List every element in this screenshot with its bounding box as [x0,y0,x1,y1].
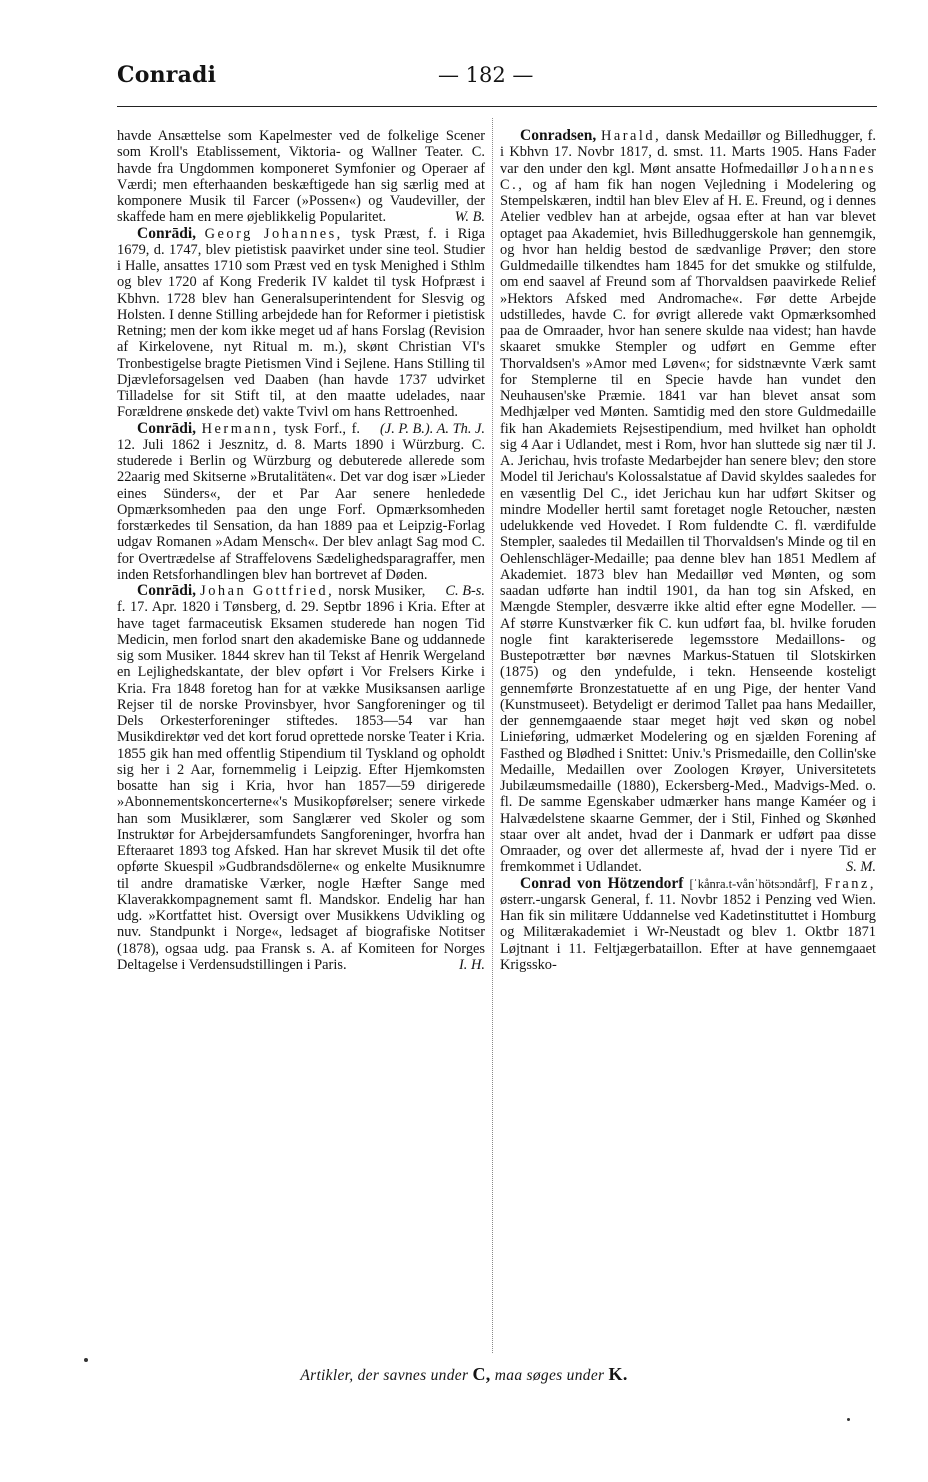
entry-conradsen-harald [500,128,876,876]
entry-pronunciation: [ˈkånra.t-vånˈhötsɔndårf], [689,876,819,891]
entry-given-name: Franz, [824,875,876,892]
entry-signature: S. M. [846,859,876,876]
footer-note [0,1364,928,1385]
entry-conradi-johan [117,583,485,973]
footer-letter-c: C, [472,1364,491,1384]
entry-headword: Conrad von Hötzendorf [520,874,684,892]
entry-text: østerr.-ungarsk General, f. 11. Novbr 1852 i Penzing ved Wien. Han fik sin militære Uddannelse ved Kadetinstituttet i Homburg og Militærakademiet i Wr-Neustadt og blev 1. Oktbr 1871 Løjtnant i 11. Feltjægerbataillon. Efter at have gennemgaaet Krigssko- [500,891,876,973]
entry-text: havde Ansættelse som Kapelmester ved de folkelige Scener som Kroll's Etablissement, Viktoria- og Wallner Teater. C. havde fra Ungdommen komponeret Symfonier og Operaer af Værdi; men efterhaanden beskæftigede han sig særlig med at komponere Musik til Farcer (»Possen«) og Vaudeviller, der skaffede ham en mere øjeblikkelig Popularitet. [117,128,485,226]
entry-given-name: Hermann, [201,420,279,437]
entry-continuation [117,128,485,226]
footer-text: maa søges under [494,1367,605,1384]
entry-signature: C. B-s. [445,583,485,599]
right-column [500,128,876,973]
entry-text: dansk Medaillør og Billedhugger, f. i Kbhvn 17. Novbr 1817, d. smst. 11. Marts 1905. Hans Fader var den under den kgl. Mønt ansatte Hofmedaillør [500,128,876,177]
entry-given-name: Johan Gottfried, [200,583,335,599]
entry-signature: I. H. [459,956,485,973]
entry-father-name: Johannes C., [500,160,876,193]
header-rule [117,106,877,107]
entry-text: og af ham fik han nogen Vejledning i Modelering og Stempelskæren, indtil han blev Elev af H. E. Freund, og i dennes Atelier vedblev han at arbejde, ogsaa efter at han var blevet optaget paa Akademiet, hvis Billedhuggerskole han gennemgik, og hvor han heldig bestod de sædvanlige Prøver; den store Guldmedaille tilkendtes ham 1845 for det smukke og stilfulde, om end saavel af Freund som af Thorvaldsen paavirkede Relief »Hektors Afsked med Andromache«. Før dette Arbejde udstilledes, havde C. for øvrigt allerede vakt Opmærksomhed paa de Omraader, hvor han senere skulde naa videst; han havde skaaret smukke Stempler og udført en Gemme efter Thorvaldsen's »Amor med Løven«; for sidstnævnte Værk samt for Stemplerne til en Specie havde han vundet den Neuhausen'ske Præmie. 1841 var han blevet ansat som Medhjælper ved Mønten. Samtidig med den store Guldmedaille fik han Akademiets Rejsestipendium, med hvilket han opholdt sig 4 Aar i Udlandet, mest i Rom, hvor han sluttede sig nær til J. A. Jerichau, hvis trofaste Medarbejder han senere blev; den store Model til Jerichau's Kolossalstatue af David skyldes saaledes for en væsentlig Del C., idet Jerichau kun har udført Skitser og mindre Modeller hertil samt foretaget nogle Retoucher, næsten udelukkende ved Hovedet. I Rom fuldendte C. fl. værdifulde Stempler, saaledes til Medaillen til Thorvaldsen's Minde og til en Oehlenschläger-Medaille; paa denne blev han 1851 Medlem af Akademiet. 1873 blev han Medaillør ved Mønten, og som saadan udførte han indtil 1901, da han tog sin Afsked, en Mængde Stempler, desværre ikke altid efter egne Modeller. — Af større Kunstværker fik C. kun udført faa, bl. hvilke foruden nogle fint karakteriserede legemsstore Medaillons- og Bustepotrætter bør nævnes Markus-Statuen til Slotskirken (1875) og den yndefulde, i tekn. Henseende kosteligt gennemførte Bronzestatuette af en ung Pige, der henter Vand (Kunstmuseet). Betydeligt er derimod Tallet paa hans Medailler, der gennemgaaende staar meget højt ved skøn og nobel Linieføring, udmærket Modelering og en sjælden Forening af Fasthed og Blødhed i Snittet: Univ.'s Prismedaille, den Collin'ske Medaille, Medaillen over Zoologen Krøyer, Universitetets Jubilæumsmedaille (1880), Eckersberg-Med., Madvigs-Med. o. fl. De samme Egenskaber udmærker hans mange Kaméer og i Halvædelstene skaarne Gemmer, der i Stil, Finhed og Skønhed staar over alt andet, hvad der i Danmark er udført paa disse Omraader, og over det allermeste af, hvad der i nyere Tid er fremkommet i Udlandet. [500,176,876,876]
page-number: — 182 — [438,63,534,87]
left-column [117,128,485,973]
entry-given-name: Harald, [600,128,662,144]
entry-conrad-von-hotzendorf [500,876,876,974]
entry-text: norsk Musiker, f. 17. Apr. 1820 i Tønsberg, d. 29. Septbr 1896 i Kria. Efter at have taget farmaceutisk Eksamen studerede han nogen Tid Medicin, men forlod snart den akademiske Bane og uddannede sig som Musiker. 1844 skrev han til Tekst af Henrik Wergeland en Lejlighedskantate, der blev opført i Vor Frelsers Kirke i Kria. Fra 1848 foretog han for at vække Musiksansen aarlige Rejser til de norske Provinsbyer, hvor Sangforeninger og til Dels Orkesterforeninger stiftedes. 1853—54 var han Musikdirektør ved det kort forud oprettede norske Teater i Kria. 1855 gik han med offentlig Stipendium til Tyskland og opholdt sig her i 2 Aar, fornemmelig i Leipzig. Efter Hjemkomsten bosatte han sig i Kria, hvor han 1857—59 dirigerede »Abonnementskoncerterne«'s Musikopførelser; senere virkede han som Musiklærer, som Sanglærer ved Skoler og som Instruktør for Arbejdersamfundets Sangforeninger, hvorfra han Efteraaret 1893 tog Afsked. Han har skrevet Musik til det ofte opførte Skuespil »Gudbrandsdölerne« og enkelte Musiknumre til andre dramatiske Værker, nogle Hæfter Sange med Klaverakkompagnement samt fl. Mandskor. Endelig har han udg. »Kortfattet hist. Oversigt over Musikkens Udvikling og nuv. Standpunkt i Norge«, ledsaget af biografiske Notitser (1878), ogsaa udg. paa Fransk s. A. af Komiteen for Norges Deltagelse i Verdensudstillingen i Paris. [117,583,485,973]
entry-headword: Conrādi, [137,224,196,242]
footer-text: Artikler, der savnes under [300,1367,469,1384]
entry-headword: Conradsen, [520,127,597,144]
entry-text: tysk Præst, f. i Riga 1679, d. 1747, blev pietistisk paavirket under sine teol. Studier i Halle, ansattes 1710 som Præst ved en tysk Menighed i Sthlm og blev 1720 af Kong Frederik IV kaldet til tysk Hofpræst i Kbhvn. 1728 blev han Generalsuperintendent for Slesvig og Holsten. I denne Stilling arbejdede han for Reformer i pietistisk Retning; men der kom ikke meget ud af hans Forslag (Revision af Kirkelovene, nyt Ritual m. m.), skønt Christian VI's Tronbestigelse bragte Pietismen Vind i Sejlene. Hans Stilling til Djævleforsagelsen ved Daaben (han havde 1737 udvirket Tilladelse for sit Stift til, at den maatte udelades, naar Forældrene ønskede det) vakte Tvivl om hans Rettroenhed. [117,225,485,421]
stray-dot [847,1418,850,1421]
entry-text: tysk Forf., f. 12. Juli 1862 i Jesznitz, d. 8. Marts 1890 i Würzburg. C. studerede i Berlin og Würzburg og debuterede allerede som 22aarig med Skitserne »Brutalitäten«. Det var dog især »Lieder eines Sünders«, der et Par Aar senere henledede Opmærksomheden paa den unge Forf. Opmærksomheden forstærkedes til Sensation, da han 1889 paa et Leipzig-Forlag udgav Romanen »Adam Mensch«. Der blev anlagt Sag mod C. for Overtrædelse af Straffelovens Sædelighedsparagraffer, men inden Retsforhandlingen blev han bortrevet af Døden. [117,420,485,583]
footer-letter-k: K. [608,1364,628,1384]
entry-signature: (J. P. B.). A. Th. J. [380,420,485,437]
column-divider [492,118,493,1353]
entry-signature: W. B. [454,209,485,226]
entry-headword: Conrādi, [137,419,196,437]
entry-given-name: Georg Johannes, [204,225,343,242]
running-head: Conradi [117,62,217,88]
entry-headword: Conrādi, [137,582,196,599]
stray-dot [84,1358,88,1362]
